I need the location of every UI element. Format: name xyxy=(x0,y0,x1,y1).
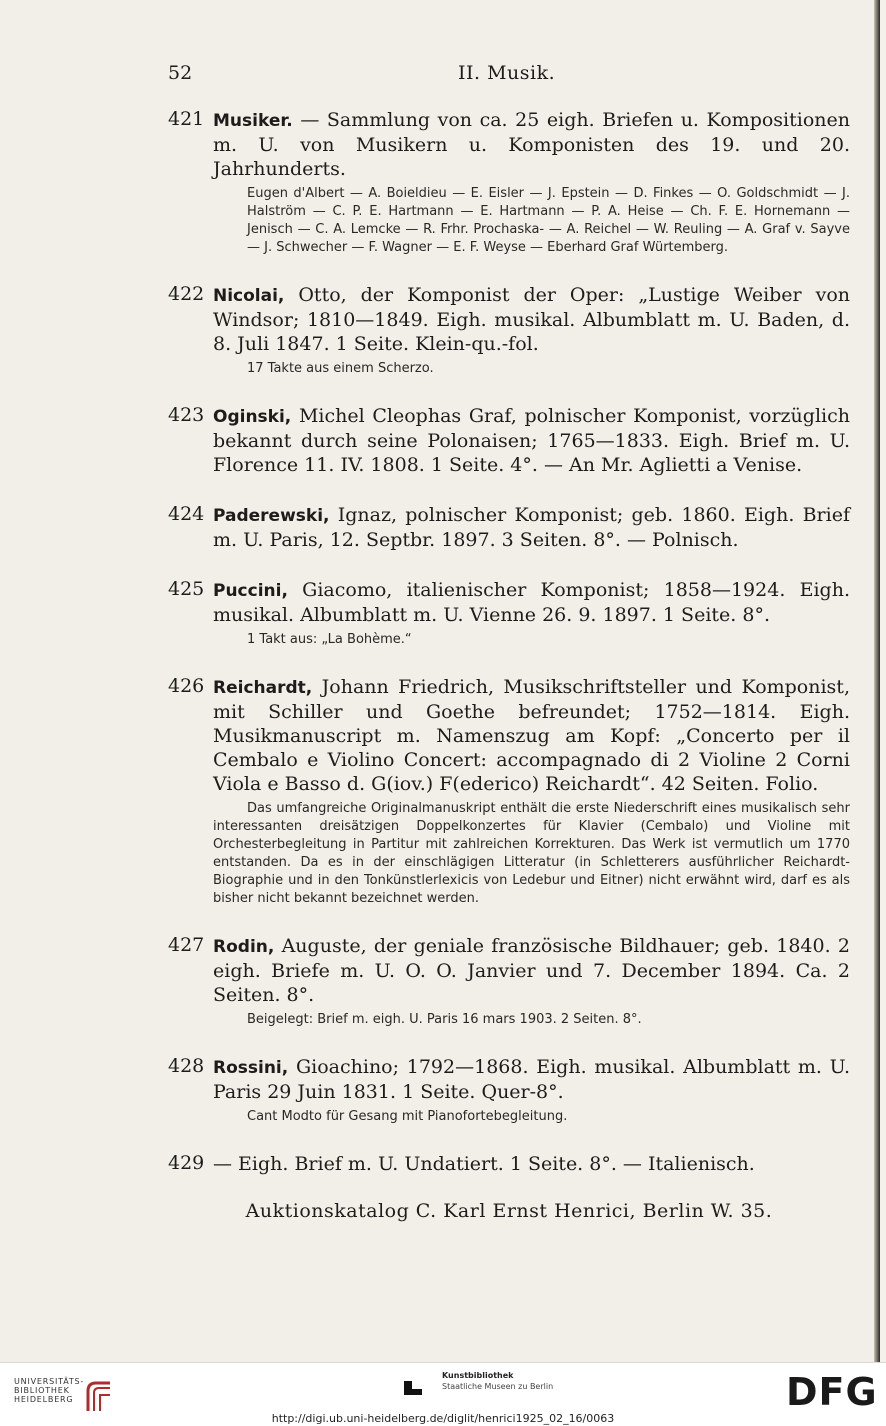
entry-number: 425 xyxy=(168,578,205,600)
uni-logo-mark-icon xyxy=(82,1379,116,1413)
running-title: II. Musik. xyxy=(458,62,556,84)
entry-body xyxy=(213,1152,850,1177)
entry-body xyxy=(213,503,850,552)
entry-head: Rodin, xyxy=(213,937,275,957)
uni-logo-text-3: HEIDELBERG xyxy=(14,1395,74,1404)
entry-text: — Sammlung von ca. 25 eigh. Briefen u. Kompositionen m. U. von Musikern u. Komponisten des 19. und 20. Jahrhunderts. xyxy=(213,109,850,180)
kunstbibliothek-mark-icon xyxy=(402,1375,424,1397)
entry-body xyxy=(213,108,850,181)
entry-number: 423 xyxy=(168,404,205,426)
entry-head: Puccini, xyxy=(213,581,288,601)
entry-body xyxy=(213,934,850,1007)
uni-logo-text-2: BIBLIOTHEK xyxy=(14,1386,70,1395)
entry-head: Nicolai, xyxy=(213,286,285,306)
entry-428 xyxy=(168,1055,850,1126)
viewer-footer-bar xyxy=(0,1362,886,1426)
entry-note: Das umfangreiche Originalmanuskript enthält die erste Niederschrift eines musikalisch sehr interessanten dreisätzigen Doppelkonzertes für Klavier (Cembalo) und Violine mit Orchesterbegleitung in Partitur mit zahlreichen Korrekturen. Das Werk ist vermutlich um 1770 entstanden. Da es in der einschlägigen Litteratur (in Schletterers ausführlicher Reichardt-Biographie und in den Tonkünstlerlexicis von Ledebur und Eitner) nicht erwähnt wird, darf es als bisher nicht bekannt bezeichnet werden. xyxy=(213,801,850,906)
entries-list xyxy=(168,108,850,1203)
entry-421 xyxy=(168,108,850,257)
entry-427 xyxy=(168,934,850,1029)
entry-body xyxy=(213,578,850,627)
entry-text: Ignaz, polnischer Komponist; geb. 1860. Eigh. Brief m. U. Paris, 12. Septbr. 1897. 3 Seiten. 8°. — Polnisch. xyxy=(213,504,850,551)
entry-note: Eugen d'Albert — A. Boieldieu — E. Eisler — J. Epstein — D. Finkes — O. Goldschmidt — J. Halström — C. P. E. Hartmann — E. Hartmann — P. A. Heise — Ch. F. E. Hornemann — Jenisch — C. A. Lemcke — R. Frhr. Prochaska- — A. Reichel — W. Reuling — A. Graf v. Sayve — J. Schwecher — F. Wagner — E. F. Weyse — Eberhard Graf Würtemberg. xyxy=(247,186,850,255)
entry-number: 426 xyxy=(168,675,205,697)
entry-note: 1 Takt aus: „La Bohème.“ xyxy=(247,632,412,647)
kunstbibliothek-logo[interactable] xyxy=(402,1371,572,1401)
entry-number: 428 xyxy=(168,1055,205,1077)
entry-head: Oginski, xyxy=(213,407,292,427)
entry-head: Reichardt, xyxy=(213,678,313,698)
dfg-logo[interactable]: DFG xyxy=(786,1370,878,1414)
entry-body xyxy=(213,675,850,796)
catalog-footer: Auktionskatalog C. Karl Ernst Henrici, Berlin W. 35. xyxy=(245,1200,773,1222)
entry-text: Giacomo, italienischer Komponist; 1858—1924. Eigh. musikal. Albumblatt m. U. Vienne 26. 9. 1897. 1 Seite. 8°. xyxy=(213,579,850,626)
entry-head: Musiker. xyxy=(213,111,293,131)
entry-429 xyxy=(168,1152,850,1177)
entry-head: Paderewski, xyxy=(213,506,330,526)
entry-text: Johann Friedrich, Musikschriftsteller und Komponist, mit Schiller und Goethe befreundet; 1752—1814. Eigh. Musikmanuscript m. Namenszug am Kopf: „Concerto per il Cembalo e Violino Concert: accompagnado di 2 Violine 2 Corni Viola e Basso d. G(iov.) F(ederico) Reichardt“. 42 Seiten. Folio. xyxy=(213,676,850,795)
entry-body xyxy=(213,1055,850,1104)
page-number: 52 xyxy=(168,62,193,84)
entry-body xyxy=(213,404,850,477)
kb-line-1: Kunstbibliothek xyxy=(442,1371,514,1380)
entry-text: Michel Cleophas Graf, polnischer Komponist, vorzüglich bekannt durch seine Polonaisen; 1765—1833. Eigh. Brief m. U. Florence 11. IV. 1808. 1 Seite. 4°. — An Mr. Aglietti a Venise. xyxy=(213,405,850,476)
entry-note: 17 Takte aus einem Scherzo. xyxy=(247,361,434,376)
entry-text: Otto, der Komponist der Oper: „Lustige Weiber von Windsor; 1810—1849. Eigh. musikal. Albumblatt m. U. Baden, d. 8. Juli 1847. 1 Seite. Klein-qu.-fol. xyxy=(213,284,850,355)
page-edge xyxy=(874,0,880,1362)
entry-number: 421 xyxy=(168,108,205,130)
entry-note: Beigelegt: Brief m. eigh. U. Paris 16 mars 1903. 2 Seiten. 8°. xyxy=(247,1012,642,1027)
entry-number: 427 xyxy=(168,934,205,956)
uni-logo-text-1: UNIVERSITÄTS- xyxy=(14,1377,85,1386)
university-library-logo[interactable] xyxy=(14,1377,134,1413)
entry-text: Gioachino; 1792—1868. Eigh. musikal. Albumblatt m. U. Paris 29 Juin 1831. 1 Seite. Quer-8°. xyxy=(213,1056,850,1103)
entry-426 xyxy=(168,675,850,908)
entry-body xyxy=(213,283,850,356)
entry-note: Cant Modto für Gesang mit Pianofortebegleitung. xyxy=(247,1109,568,1124)
entry-423 xyxy=(168,404,850,477)
page-header xyxy=(168,62,848,90)
permalink-url[interactable]: http://digi.ub.uni-heidelberg.de/diglit/henrici1925_02_16/0063 xyxy=(271,1412,615,1425)
entry-text: — Eigh. Brief m. U. Undatiert. 1 Seite. 8°. — Italienisch. xyxy=(213,1153,755,1175)
entry-text: Auguste, der geniale französische Bildhauer; geb. 1840. 2 eigh. Briefe m. U. O. O. Janvier und 7. December 1894. Ca. 2 Seiten. 8°. xyxy=(213,935,850,1006)
entry-422 xyxy=(168,283,850,378)
kb-line-2: Staatliche Museen zu Berlin xyxy=(442,1382,554,1391)
entry-424 xyxy=(168,503,850,552)
entry-number: 422 xyxy=(168,283,205,305)
entry-425 xyxy=(168,578,850,649)
entry-head: Rossini, xyxy=(213,1058,289,1078)
entry-number: 429 xyxy=(168,1152,205,1174)
entry-number: 424 xyxy=(168,503,205,525)
